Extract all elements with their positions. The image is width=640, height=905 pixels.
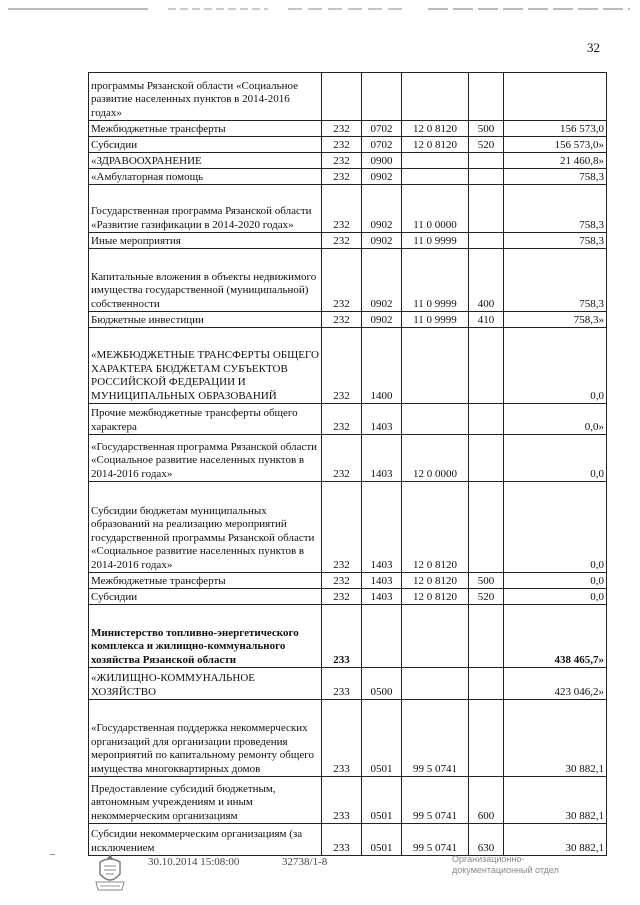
row-amount: 0,0 (504, 589, 607, 605)
row-amount: 758,3» (504, 312, 607, 328)
row-expense-type (469, 605, 504, 668)
row-amount (504, 73, 607, 121)
row-expense-type: 600 (469, 777, 504, 824)
row-section-code (362, 73, 402, 121)
row-ministry-code: 232 (322, 328, 362, 404)
row-expense-type (469, 233, 504, 249)
row-ministry-code: 232 (322, 249, 362, 312)
stamp-line-2: документационный отдел (452, 865, 559, 875)
table-row (89, 404, 607, 435)
row-name: Бюджетные инвестиции (89, 312, 322, 328)
row-expense-type (469, 328, 504, 404)
row-ministry-code: 232 (322, 169, 362, 185)
row-name: «ЗДРАВООХРАНЕНИЕ (89, 153, 322, 169)
row-ministry-code: 232 (322, 233, 362, 249)
row-amount: 0,0» (504, 404, 607, 435)
row-article-code (402, 153, 469, 169)
row-expense-type (469, 668, 504, 700)
row-expense-type (469, 185, 504, 233)
row-amount: 156 573,0» (504, 137, 607, 153)
row-section-code: 1403 (362, 435, 402, 482)
row-name: Субсидии бюджетам муниципальных образований на реализацию мероприятий государственной программы Рязанской области «Социальное развитие населенных пунктов в 2014-2016 годах» (89, 482, 322, 573)
row-article-code (402, 73, 469, 121)
row-name: Государственная программа Рязанской области «Развитие газификации в 2014-2020 годах» (89, 185, 322, 233)
table-row (89, 700, 607, 777)
row-name: Межбюджетные трансферты (89, 573, 322, 589)
table-row (89, 482, 607, 573)
table-row (89, 249, 607, 312)
row-article-code (402, 169, 469, 185)
row-amount: 0,0 (504, 482, 607, 573)
row-amount: 758,3 (504, 249, 607, 312)
row-article-code: 11 0 9999 (402, 312, 469, 328)
row-amount: 0,0 (504, 573, 607, 589)
row-article-code (402, 668, 469, 700)
row-article-code: 12 0 8120 (402, 137, 469, 153)
row-ministry-code: 232 (322, 121, 362, 137)
row-section-code: 1403 (362, 573, 402, 589)
footer (0, 840, 640, 905)
table-row (89, 73, 607, 121)
row-name: «Амбулаторная помощь (89, 169, 322, 185)
row-name: Межбюджетные трансферты (89, 121, 322, 137)
row-ministry-code: 233 (322, 668, 362, 700)
row-article-code: 99 5 0741 (402, 777, 469, 824)
table-row (89, 435, 607, 482)
row-article-code (402, 328, 469, 404)
row-name: «Государственная программа Рязанской области «Социальное развитие населенных пунктов в 2014-2016 годах» (89, 435, 322, 482)
row-ministry-code: 233 (322, 700, 362, 777)
row-section-code: 0902 (362, 249, 402, 312)
row-ministry-code: 232 (322, 137, 362, 153)
row-article-code: 12 0 8120 (402, 573, 469, 589)
row-article-code: 11 0 9999 (402, 233, 469, 249)
row-section-code: 0902 (362, 185, 402, 233)
row-section-code: 1400 (362, 328, 402, 404)
table-row (89, 185, 607, 233)
row-amount: 30 882,1 (504, 777, 607, 824)
row-amount: 0,0 (504, 435, 607, 482)
row-article-code: 12 0 8120 (402, 589, 469, 605)
table-row (89, 169, 607, 185)
row-name: программы Рязанской области «Социальное развитие населенных пунктов в 2014-2016 годах» (89, 73, 322, 121)
table-row (89, 573, 607, 589)
row-name: «ЖИЛИЩНО-КОММУНАЛЬНОЕ ХОЗЯЙСТВО (89, 668, 322, 700)
row-ministry-code: 232 (322, 435, 362, 482)
row-article-code (402, 605, 469, 668)
budget-table (88, 72, 607, 856)
row-name: Предоставление субсидий бюджетным, автономным учреждениям и иным некоммерческим организациям (89, 777, 322, 824)
row-article-code: 11 0 0000 (402, 185, 469, 233)
row-section-code: 0500 (362, 668, 402, 700)
row-article-code: 99 5 0741 (402, 700, 469, 777)
coat-of-arms-icon (92, 852, 128, 892)
row-section-code: 0902 (362, 233, 402, 249)
row-amount: 438 465,7» (504, 605, 607, 668)
table-row (89, 777, 607, 824)
row-article-code: 12 0 0000 (402, 435, 469, 482)
row-expense-type: 520 (469, 137, 504, 153)
department-stamp (452, 854, 592, 876)
row-amount: 758,3 (504, 233, 607, 249)
table-row (89, 121, 607, 137)
row-expense-type (469, 482, 504, 573)
row-article-code: 11 0 9999 (402, 249, 469, 312)
row-name: «МЕЖБЮДЖЕТНЫЕ ТРАНСФЕРТЫ ОБЩЕГО ХАРАКТЕРА БЮДЖЕТАМ СУБЪЕКТОВ РОССИЙСКОЙ ФЕДЕРАЦИИ И МУНИЦИПАЛЬНЫХ ОБРАЗОВАНИЙ (89, 328, 322, 404)
row-name: Субсидии некоммерческим организациям (за исключением (89, 824, 322, 856)
row-name: Министерство топливно-энергетического комплекса и жилищно-коммунального хозяйства Рязанской области (89, 605, 322, 668)
table-row (89, 605, 607, 668)
table-row (89, 589, 607, 605)
row-article-code (402, 404, 469, 435)
table-row (89, 153, 607, 169)
row-section-code: 0902 (362, 169, 402, 185)
table-row (89, 312, 607, 328)
row-name: Капитальные вложения в объекты недвижимого имущества государственной (муниципальной) собственности (89, 249, 322, 312)
footer-dash: – (50, 849, 55, 860)
row-expense-type (469, 153, 504, 169)
row-ministry-code: 232 (322, 573, 362, 589)
row-section-code: 0702 (362, 137, 402, 153)
row-ministry-code: 232 (322, 482, 362, 573)
row-article-code: 99 5 0741 (402, 824, 469, 856)
row-amount: 30 882,1 (504, 824, 607, 856)
row-name: Субсидии (89, 589, 322, 605)
row-expense-type (469, 169, 504, 185)
row-article-code: 12 0 8120 (402, 482, 469, 573)
row-amount: 21 460,8» (504, 153, 607, 169)
row-section-code: 0702 (362, 121, 402, 137)
row-expense-type (469, 700, 504, 777)
row-article-code: 12 0 8120 (402, 121, 469, 137)
row-amount: 156 573,0 (504, 121, 607, 137)
table-row (89, 328, 607, 404)
budget-table-body (89, 73, 607, 856)
row-expense-type: 410 (469, 312, 504, 328)
row-expense-type (469, 404, 504, 435)
row-section-code: 0902 (362, 312, 402, 328)
row-section-code: 1403 (362, 404, 402, 435)
row-amount: 758,3 (504, 169, 607, 185)
row-name: Субсидии (89, 137, 322, 153)
table-row (89, 668, 607, 700)
row-expense-type (469, 435, 504, 482)
footer-document-code: 32738/1-8 (282, 856, 328, 868)
row-ministry-code (322, 73, 362, 121)
row-ministry-code: 233 (322, 777, 362, 824)
row-amount: 758,3 (504, 185, 607, 233)
row-section-code: 0501 (362, 824, 402, 856)
row-amount: 423 046,2» (504, 668, 607, 700)
row-section-code: 1403 (362, 589, 402, 605)
row-section-code (362, 605, 402, 668)
row-ministry-code: 233 (322, 605, 362, 668)
row-name: Прочие межбюджетные трансферты общего характера (89, 404, 322, 435)
row-ministry-code: 232 (322, 185, 362, 233)
row-ministry-code: 232 (322, 589, 362, 605)
row-section-code: 0501 (362, 700, 402, 777)
row-expense-type: 630 (469, 824, 504, 856)
row-ministry-code: 232 (322, 312, 362, 328)
row-ministry-code: 233 (322, 824, 362, 856)
row-ministry-code: 232 (322, 153, 362, 169)
row-expense-type: 400 (469, 249, 504, 312)
row-name: Иные мероприятия (89, 233, 322, 249)
row-expense-type: 520 (469, 589, 504, 605)
page-number: 32 (587, 40, 600, 55)
row-expense-type (469, 73, 504, 121)
row-expense-type: 500 (469, 573, 504, 589)
footer-datetime: 30.10.2014 15:08:00 (148, 856, 240, 868)
row-name: «Государственная поддержка некоммерческих организаций для организации проведения мероприятий по капитальному ремонту общего имущества многоквартирных домов (89, 700, 322, 777)
table-row (89, 137, 607, 153)
row-section-code: 0501 (362, 777, 402, 824)
row-section-code: 1403 (362, 482, 402, 573)
top-border-line (8, 7, 630, 13)
row-ministry-code: 232 (322, 404, 362, 435)
stamp-line-1: Организационно- (452, 854, 525, 864)
row-section-code: 0900 (362, 153, 402, 169)
row-expense-type: 500 (469, 121, 504, 137)
table-row (89, 233, 607, 249)
row-amount: 30 882,1 (504, 700, 607, 777)
row-amount: 0,0 (504, 328, 607, 404)
